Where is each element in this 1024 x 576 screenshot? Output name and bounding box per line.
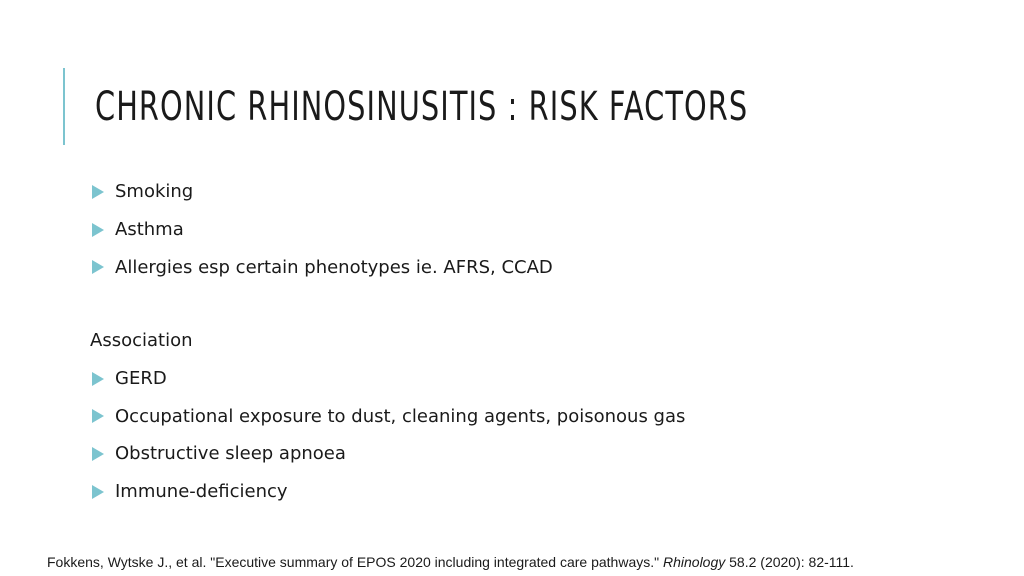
arrow-bullet-icon — [92, 447, 104, 461]
slide-body — [90, 173, 990, 511]
list-item — [90, 211, 990, 249]
arrow-bullet-icon — [92, 372, 104, 386]
arrow-bullet-icon — [92, 409, 104, 423]
arrow-bullet-icon — [92, 223, 104, 237]
list-item — [90, 248, 990, 286]
arrow-bullet-icon — [92, 185, 104, 199]
list-item-text: Immune-deficiency — [115, 481, 288, 503]
arrow-bullet-icon — [92, 485, 104, 499]
list-item — [90, 397, 990, 435]
citation-authors-title: Fokkens, Wytske J., et al. "Executive summary of EPOS 2020 including integrated care pathways." — [47, 554, 660, 570]
arrow-bullet-icon — [92, 260, 104, 274]
list-item — [90, 473, 990, 511]
list-item-text: Obstructive sleep apnoea — [115, 443, 346, 465]
slide-title: CHRONIC RHINOSINUSITIS : RISK FACTORS — [95, 84, 749, 130]
list-item-text: GERD — [115, 368, 167, 390]
list-item-text: Occupational exposure to dust, cleaning agents, poisonous gas — [115, 405, 686, 427]
citation-journal: Rhinology — [662, 554, 726, 570]
association-list — [90, 360, 990, 511]
list-item — [90, 360, 990, 398]
association-heading: Association — [90, 330, 193, 352]
list-item — [90, 173, 990, 211]
list-item-text: Asthma — [115, 219, 184, 241]
risk-factor-list — [90, 173, 990, 286]
citation-footnote — [47, 554, 854, 570]
title-accent-line — [63, 68, 65, 145]
citation-volume-pages: 58.2 (2020): 82-111. — [729, 554, 854, 570]
list-item-text: Allergies esp certain phenotypes ie. AFRS, CCAD — [115, 256, 553, 278]
list-item-text: Smoking — [115, 181, 194, 203]
list-item — [90, 435, 990, 473]
